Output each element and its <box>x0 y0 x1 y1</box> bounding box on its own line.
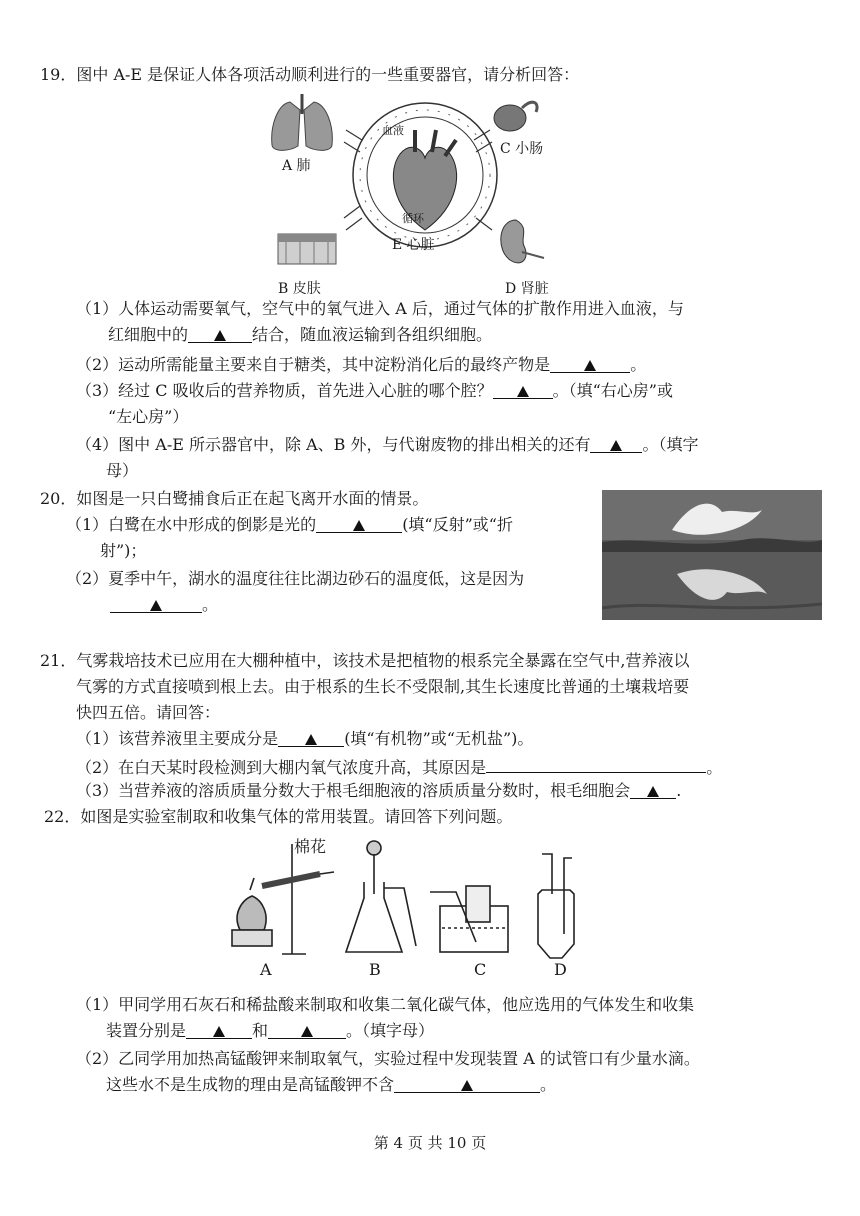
triangle-icon <box>353 520 365 531</box>
q19-stem: 19．图中 A-E 是保证人体各项活动顺利进行的一些重要器官，请分析回答： <box>40 65 580 84</box>
lung-label: A 肺 <box>282 158 311 174</box>
answer-blank[interactable] <box>630 780 676 799</box>
apparatus-a <box>232 844 334 954</box>
answer-blank[interactable] <box>486 754 706 773</box>
q22-stem: 22．如图是实验室制取和收集气体的常用装置。请回答下列问题。 <box>44 807 513 826</box>
apparatus-d <box>538 854 574 958</box>
q22-p2a: （2）乙同学用加热高锰酸钾来制取氧气，实验过程中发现装置 A 的试管口有少量水滴。 <box>76 1049 700 1068</box>
q20-stem: 20．如图是一只白鹭捕食后正在起飞离开水面的情景。 <box>40 489 429 508</box>
triangle-icon <box>461 1080 473 1091</box>
answer-blank[interactable] <box>316 514 402 533</box>
lung-illustration <box>272 94 333 150</box>
organ-diagram <box>260 90 590 290</box>
triangle-icon <box>301 1026 313 1037</box>
answer-blank[interactable] <box>550 354 630 373</box>
intestine-label: C 小肠 <box>500 141 544 157</box>
answer-blank[interactable] <box>186 1020 252 1039</box>
triangle-icon <box>305 734 317 745</box>
apparatus-a-label: A <box>260 960 272 979</box>
triangle-icon <box>517 386 529 397</box>
triangle-icon <box>214 330 226 341</box>
cotton-label: 棉花 <box>294 837 327 856</box>
apparatus-d-label: D <box>554 960 567 979</box>
answer-blank[interactable] <box>188 324 252 343</box>
page-footer: 第 4 页 共 10 页 <box>373 1134 487 1152</box>
kidney-label: D 肾脏 <box>505 281 549 297</box>
q21-p2: （2）在白天某时段检测到大棚内氧气浓度升高，其原因是 。 <box>76 754 722 779</box>
q22-p1b: 装置分别是 和 。（填字母） <box>106 1021 435 1040</box>
q21-p3: （3）当营养液的溶质质量分数大于根毛细胞液的溶质质量分数时，根毛细胞会 . <box>76 781 682 800</box>
skin-label: B 皮肤 <box>278 281 321 297</box>
apparatus-b <box>346 841 416 952</box>
answer-blank[interactable] <box>268 1020 346 1039</box>
apparatus-c-label: C <box>474 960 487 979</box>
q19-p1b: 红细胞中的 结合，随血液运输到各组织细胞。 <box>108 325 493 344</box>
egret-photo <box>602 490 822 620</box>
triangle-icon <box>647 786 659 797</box>
skin-illustration <box>278 234 336 264</box>
kidney-illustration <box>501 220 544 263</box>
q19-p3: （3）经过 C 吸收后的营养物质，首先进入心脏的哪个腔？ 。（填“右心房”或 <box>76 381 673 400</box>
answer-blank[interactable] <box>590 434 642 453</box>
heart-label: E 心脏 <box>392 237 435 253</box>
q20-p2: （2）夏季中午，湖水的温度往往比湖边砂石的温度低，这是因为 <box>66 569 525 588</box>
q21-p1: （1）该营养液里主要成分是 (填“有机物”或“无机盐”)。 <box>76 729 534 748</box>
triangle-icon <box>610 440 622 451</box>
q21-stem3: 快四五倍。请回答： <box>76 703 221 722</box>
triangle-icon <box>584 360 596 371</box>
q20-p1b: 射”)； <box>100 541 147 560</box>
triangle-icon <box>213 1026 225 1037</box>
q20-p1: （1）白鹭在水中形成的倒影是光的 (填“反射”或“折 <box>66 515 513 534</box>
q19-p1a: （1）人体运动需要氧气，空气中的氧气进入 A 后，通过气体的扩散作用进入血液，与 <box>76 299 684 318</box>
q22-p2b: 这些水不是生成物的理由是高锰酸钾不含 。 <box>106 1075 557 1094</box>
answer-blank[interactable] <box>110 594 202 613</box>
apparatus-diagram <box>226 834 596 980</box>
intestine-illustration <box>494 102 537 131</box>
q19-p2: （2）运动所需能量主要来自于糖类，其中淀粉消化后的最终产物是 。 <box>76 355 647 374</box>
q20-p2b: 。 <box>110 594 218 616</box>
answer-blank[interactable] <box>278 728 344 747</box>
apparatus-b-label: B <box>369 960 381 979</box>
q22-p1a: （1）甲同学用石灰石和稀盐酸来制取和收集二氧化碳气体，他应选用的气体发生和收集 <box>76 995 695 1014</box>
q19-p4b: 母） <box>106 461 139 480</box>
q21-stem2: 气雾的方式直接喷到根上去。由于根系的生长不受限制,其生长速度比普通的土壤栽培要 <box>76 677 690 696</box>
answer-blank[interactable] <box>493 380 553 399</box>
circulation-label: 循环 <box>402 212 424 225</box>
q19-p3b: “左心房”） <box>108 407 189 426</box>
apparatus-c <box>430 886 508 952</box>
blood-label: 血液 <box>382 124 404 137</box>
q19-p4: （4）图中 A-E 所示器官中，除 A、B 外，与代谢废物的排出相关的还有 。（填字 <box>76 435 699 454</box>
triangle-icon <box>150 600 162 611</box>
q21-stem1: 21．气雾栽培技术已应用在大棚种植中，该技术是把植物的根系完全暴露在空气中,营养液以 <box>40 651 690 670</box>
answer-blank[interactable] <box>394 1074 540 1093</box>
